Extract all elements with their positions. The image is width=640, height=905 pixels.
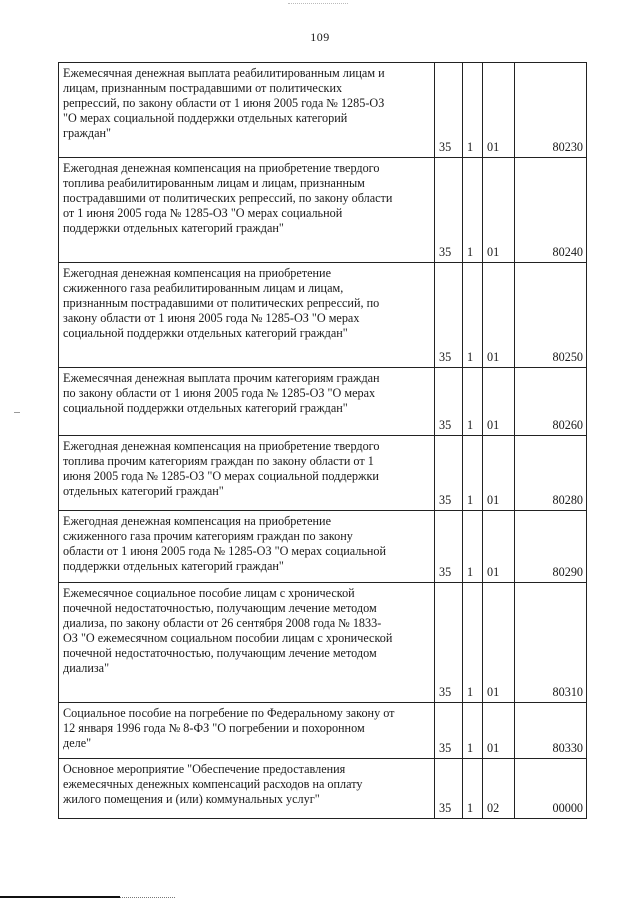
table-row — [59, 63, 587, 158]
scan-artifact-top — [288, 3, 348, 8]
code-expense-direction: 80250 — [515, 263, 587, 368]
code-main-activity: 01 — [483, 158, 515, 263]
code-target-program: 35 — [435, 583, 463, 703]
code-target-program: 35 — [435, 63, 463, 158]
code-target-program: 35 — [435, 511, 463, 583]
code-main-activity: 02 — [483, 759, 515, 819]
code-subprogram: 1 — [463, 583, 483, 703]
code-subprogram: 1 — [463, 511, 483, 583]
row-description: Основное мероприятие "Обеспечение предоставления ежемесячных денежных компенсаций расходов на оплату жилого помещения и (или) коммунальных услуг" — [59, 759, 435, 819]
table-row — [59, 263, 587, 368]
code-subprogram: 1 — [463, 703, 483, 759]
code-expense-direction: 80330 — [515, 703, 587, 759]
code-subprogram: 1 — [463, 759, 483, 819]
code-expense-direction: 80240 — [515, 158, 587, 263]
code-subprogram: 1 — [463, 158, 483, 263]
table-row — [59, 368, 587, 436]
code-target-program: 35 — [435, 703, 463, 759]
code-expense-direction: 80230 — [515, 63, 587, 158]
row-description: Ежегодная денежная компенсация на приобретение твердого топлива реабилитированным лицам и лицам, признанным пострадавшими от политических репрессий, по закону области от 1 июня 2005 года № 1285-ОЗ "О мерах социальной поддержки отдельных категорий граждан" — [59, 158, 435, 263]
code-main-activity: 01 — [483, 511, 515, 583]
table-row — [59, 759, 587, 819]
code-target-program: 35 — [435, 368, 463, 436]
code-main-activity: 01 — [483, 436, 515, 511]
code-target-program: 35 — [435, 759, 463, 819]
scan-artifact-bottom — [0, 896, 120, 898]
code-main-activity: 01 — [483, 703, 515, 759]
code-subprogram: 1 — [463, 368, 483, 436]
row-description: Ежегодная денежная компенсация на приобретение сжиженного газа реабилитированным лицам и лицам, признанным пострадавшими от политических репрессий, по закону области от 1 июня 2005 года № 1285-ОЗ "О мерах социальной поддержки отдельных категорий граждан" — [59, 263, 435, 368]
row-description: Ежегодная денежная компенсация на приобретение твердого топлива прочим категориям граждан по закону области от 1 июня 2005 года № 1285-ОЗ "О мерах социальной поддержки отдельных категорий граждан" — [59, 436, 435, 511]
code-target-program: 35 — [435, 436, 463, 511]
code-expense-direction: 80310 — [515, 583, 587, 703]
row-description: Ежегодная денежная компенсация на приобретение сжиженного газа прочим категориям граждан по закону области от 1 июня 2005 года № 1285-ОЗ "О мерах социальной поддержки отдельных категорий граждан" — [59, 511, 435, 583]
code-subprogram: 1 — [463, 436, 483, 511]
table-row — [59, 436, 587, 511]
code-expense-direction: 80260 — [515, 368, 587, 436]
row-description: Ежемесячная денежная выплата реабилитированным лицам и лицам, признанным пострадавшими от политических репрессий, по закону области от 1 июня 2005 года № 1285-ОЗ "О мерах социальной поддержки отдельных категорий граждан" — [59, 63, 435, 158]
code-subprogram: 1 — [463, 63, 483, 158]
code-target-program: 35 — [435, 263, 463, 368]
code-expense-direction: 80280 — [515, 436, 587, 511]
table-row — [59, 703, 587, 759]
code-main-activity: 01 — [483, 583, 515, 703]
code-expense-direction: 00000 — [515, 759, 587, 819]
table-row — [59, 158, 587, 263]
table-row — [59, 511, 587, 583]
page-number: 109 — [310, 30, 330, 44]
row-description: Социальное пособие на погребение по Федеральному закону от 12 января 1996 года № 8-ФЗ "О погребении и похоронном деле" — [59, 703, 435, 759]
code-main-activity: 01 — [483, 368, 515, 436]
code-expense-direction: 80290 — [515, 511, 587, 583]
table-row — [59, 583, 587, 703]
code-subprogram: 1 — [463, 263, 483, 368]
scan-artifact-margin — [14, 412, 20, 413]
row-description: Ежемесячная денежная выплата прочим категориям граждан по закону области от 1 июня 2005 года № 1285-ОЗ "О мерах социальной поддержки отдельных категорий граждан" — [59, 368, 435, 436]
code-main-activity: 01 — [483, 263, 515, 368]
scan-artifact-bottom-dotted — [120, 897, 175, 898]
code-target-program: 35 — [435, 158, 463, 263]
row-description: Ежемесячное социальное пособие лицам с хронической почечной недостаточностью, получающим лечение методом диализа, по закону области от 26 сентября 2008 года № 1833- ОЗ "О ежемесячном социальном пособии лицам с хронической почечной недостаточностью, получающим лечение методом диализа" — [59, 583, 435, 703]
budget-table — [58, 62, 587, 819]
code-main-activity: 01 — [483, 63, 515, 158]
